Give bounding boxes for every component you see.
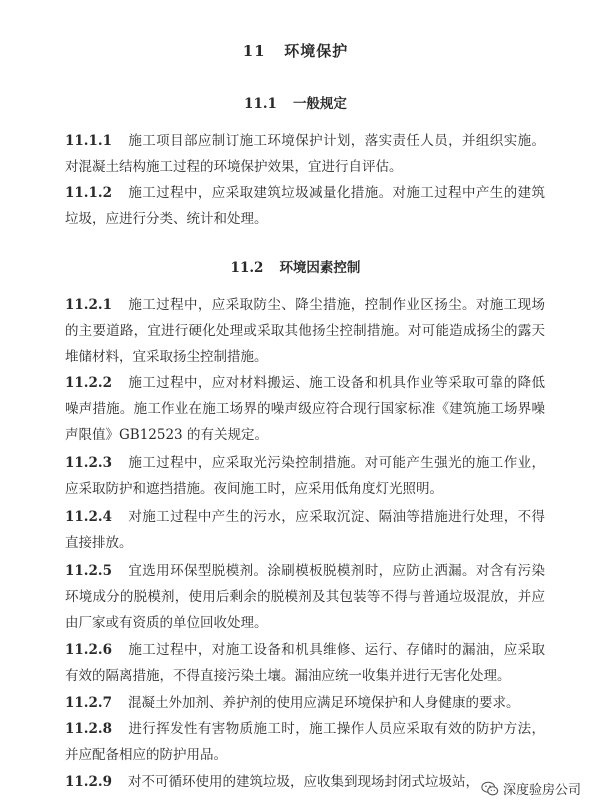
clause-number: 11.2.9 bbox=[65, 774, 112, 790]
clause-text: 对施工过程中产生的污水，应采取沉淀、隔油等措施进行处理，不得直接排放。 bbox=[65, 509, 545, 551]
section-number: 11.1 bbox=[244, 96, 277, 112]
clause-text: 施工过程中，应采取建筑垃圾减量化措施。对施工过程中产生的建筑垃圾，应进行分类、统计和处理。 bbox=[65, 185, 545, 227]
clause-text: 混凝土外加剂、养护剂的使用应满足环境保护和人身健康的要求。 bbox=[127, 695, 520, 711]
section-title bbox=[0, 256, 591, 276]
clause-paragraph bbox=[65, 180, 545, 232]
section-title-text: 环境因素控制 bbox=[279, 260, 361, 276]
clause-text: 宜选用环保型脱模剂。涂刷模板脱模剂时，应防止洒漏。对含有污染环境成分的脱模剂，使用后剩余的脱模剂及其包装等不得与普通垃圾混放，并应由厂家或有资质的单位回收处理。 bbox=[65, 563, 545, 631]
clause-text: 施工项目部应制订施工环境保护计划，落实责任人员，并组织实施。对混凝土结构施工过程的环境保护效果，宜进行自评估。 bbox=[65, 133, 545, 175]
chapter-title bbox=[0, 40, 591, 61]
clause-number: 11.2.3 bbox=[65, 455, 112, 471]
clause-paragraph bbox=[65, 292, 545, 370]
section-title bbox=[0, 92, 591, 112]
clause-text: 施工过程中，对施工设备和机具维修、运行、存储时的漏油，应采取有效的隔离措施，不得直接污染土壤。漏油应统一收集并进行无害化处理。 bbox=[65, 642, 545, 684]
clause-text: 施工过程中，应对材料搬运、施工设备和机具作业等采取可靠的降低噪声措施。施工作业在施工场界的噪声级应符合现行国家标准《建筑施工场界噪声限值》GB12523 的有关规定。 bbox=[65, 375, 545, 443]
clause-number: 11.1.1 bbox=[65, 133, 112, 149]
clause-text: 施工过程中，应采取防尘、降尘措施，控制作业区扬尘。对施工现场的主要道路，宜进行硬化处理或采取其他扬尘控制措施。对可能造成扬尘的露天堆储材料，宜采取扬尘控制措施。 bbox=[65, 297, 545, 365]
clause-paragraph bbox=[65, 690, 545, 716]
clause-paragraph bbox=[65, 558, 545, 636]
section-number: 11.2 bbox=[230, 260, 264, 276]
clause-text: 对不可循环使用的建筑垃圾，应收集到现场封闭式垃圾站， bbox=[127, 774, 479, 790]
clause-number: 11.2.5 bbox=[65, 563, 112, 579]
watermark bbox=[479, 779, 583, 798]
clause-number: 11.2.2 bbox=[65, 375, 112, 391]
clause-number: 11.2.1 bbox=[65, 297, 112, 313]
clause-paragraph bbox=[65, 769, 545, 795]
wechat-icon bbox=[481, 780, 499, 798]
section-title-text: 一般规定 bbox=[292, 96, 347, 112]
clause-number: 11.2.4 bbox=[65, 509, 112, 525]
chapter-title-text: 环境保护 bbox=[284, 42, 349, 60]
clause-text: 进行挥发性有害物质施工时，施工操作人员应采取有效的防护方法，并应配备相应的防护用品。 bbox=[65, 721, 545, 763]
clause-number: 11.2.7 bbox=[65, 695, 112, 711]
clause-number: 11.2.6 bbox=[65, 642, 112, 658]
clause-paragraph bbox=[65, 450, 545, 502]
chapter-number: 11 bbox=[242, 42, 266, 60]
clause-paragraph bbox=[65, 128, 545, 180]
clause-paragraph bbox=[65, 504, 545, 556]
clause-paragraph bbox=[65, 716, 545, 768]
clause-text: 施工过程中，应采取光污染控制措施。对可能产生强光的施工作业，应采取防护和遮挡措施。夜间施工时，应采用低角度灯光照明。 bbox=[65, 455, 545, 497]
clause-number: 11.1.2 bbox=[65, 185, 112, 201]
clause-paragraph bbox=[65, 637, 545, 689]
clause-paragraph bbox=[65, 370, 545, 448]
clause-number: 11.2.8 bbox=[65, 721, 112, 737]
watermark-text: 深度验房公司 bbox=[502, 783, 581, 798]
